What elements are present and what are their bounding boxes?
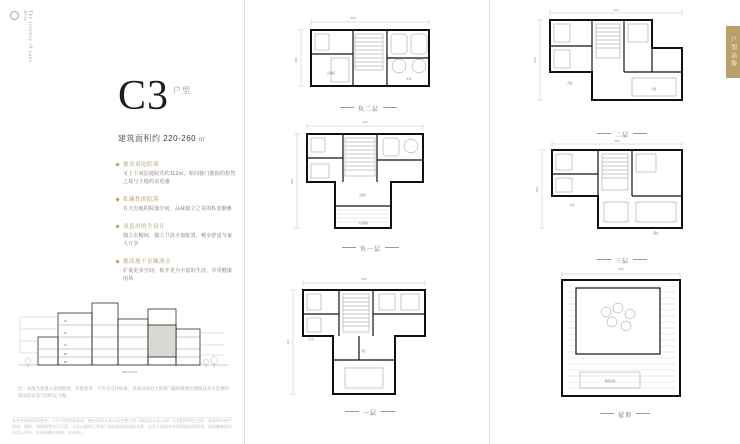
svg-text:车库: 车库 [406,78,412,81]
svg-text:1800: 1800 [287,339,290,345]
svg-text:4200: 4200 [362,121,368,124]
svg-text:2400: 2400 [295,57,298,63]
feature-desc: 扩展更多空间，拓开更为丰富的生活，享受健康用风 [123,268,233,282]
brand-corner-mark [10,10,32,70]
svg-text:主卧: 主卧 [651,88,657,91]
svg-text:5100: 5100 [361,278,367,281]
circle-icon [10,11,19,20]
feature-desc: 可上下双层庭院共约112㎡，如同独门独院的悠然之境与土地的亲近感 [123,171,236,185]
feature-title: 独享双庭院落 [123,162,159,168]
floorplan-b1 [273,118,468,253]
plan-caption: 负一层 [273,244,468,253]
svg-text:3F: 3F [64,320,68,323]
plans-column-right [490,0,740,444]
svg-text:3300: 3300 [536,187,539,193]
svg-text:设备间: 设备间 [327,72,335,75]
svg-text:露台: 露台 [653,232,659,235]
legal-disclaimer: 本宣传资料仅供参考，不作为要约或承诺，相关权利义务以双方签订的《商品房买卖合同》及其附件约定为准；本资料中的户型图、面积、效果图等均为示意，实际以政府主管部门最终批准的图纸为准；出卖人保留对本资料修改的权利，最终解释权归出卖人所有。本资料制作时间：2020年。 [12,418,232,435]
feature-item [116,160,236,186]
feature-desc: 独立衣帽间，独立卫浴全套配置，畅享舒适与家人互享 [123,233,233,247]
svg-text:客厅: 客厅 [361,350,367,353]
feature-item [116,222,236,248]
floorplan-roof [540,268,710,419]
title-text: C3 [118,73,170,119]
floorplan-b2 [291,10,446,113]
svg-text:B2: B2 [64,361,68,364]
plan-caption: 一层 [275,408,465,417]
svg-text:3300: 3300 [291,179,294,185]
svg-text:3600: 3600 [350,17,356,20]
svg-text:3600: 3600 [613,9,619,12]
left-info-panel [0,0,245,444]
title-subscript: 户型 [173,86,192,95]
diamond-bullet-icon [115,197,119,201]
feature-list [116,160,236,292]
svg-text:4200: 4200 [614,140,620,143]
figure-note: 注：本图为效果示意剖面图，仅供参考，不作为交付标准，具体以政府主管部门最终批准的图纸及双方签署的商品房买卖合同约定为准。 [18,386,229,398]
svg-text:B1: B1 [64,353,68,356]
svg-text:次卧: 次卧 [567,82,573,85]
feature-item [116,195,236,213]
plan-caption: 负二层 [291,104,446,113]
svg-text:下沉庭院: 下沉庭院 [357,222,369,225]
svg-text:5100: 5100 [618,268,624,271]
diamond-bullet-icon [115,162,119,166]
plan-caption: 三层 [532,256,712,265]
area-line [118,133,205,144]
svg-text:屋顶花园: 屋顶花园 [604,380,616,383]
feature-item [116,257,236,283]
area-unit: ㎡ [198,137,206,143]
svg-text:2400: 2400 [534,57,537,63]
area-value: 220-260 [163,134,197,143]
svg-text:书房: 书房 [569,204,575,207]
svg-text:SECTION A-A: SECTION A-A [122,371,138,374]
plan-caption: 二层 [532,130,712,139]
svg-text:玄关: 玄关 [308,338,314,341]
floorplan-f3 [532,140,712,265]
diamond-bullet-icon [115,259,119,263]
feature-desc: 有天有地的院落空间，品味独立之美的私密静雅 [123,206,233,212]
brand-vertical-text: The Journey of Lake Arts [22,10,32,63]
plan-caption: 屋顶 [540,410,710,419]
side-tab-label: 户型品鉴 [729,36,736,68]
svg-text:2F: 2F [64,332,68,335]
title-block [118,70,205,144]
svg-text:1F: 1F [64,344,68,347]
diamond-bullet-icon [115,224,119,228]
feature-title: 挑高地下室藏酒会 [123,259,171,265]
floorplan-f1 [275,276,465,416]
page-title [118,70,205,117]
plans-column-middle [245,0,490,444]
floorplan-f2 [532,8,712,139]
section-diagram [18,285,228,380]
feature-title: 双套房的全设计 [123,224,165,230]
side-tab[interactable] [726,26,740,78]
feature-title: 私藏性的院落 [123,197,159,203]
svg-text:家庭厅: 家庭厅 [359,194,367,197]
area-label: 建筑面积约 [118,134,161,143]
